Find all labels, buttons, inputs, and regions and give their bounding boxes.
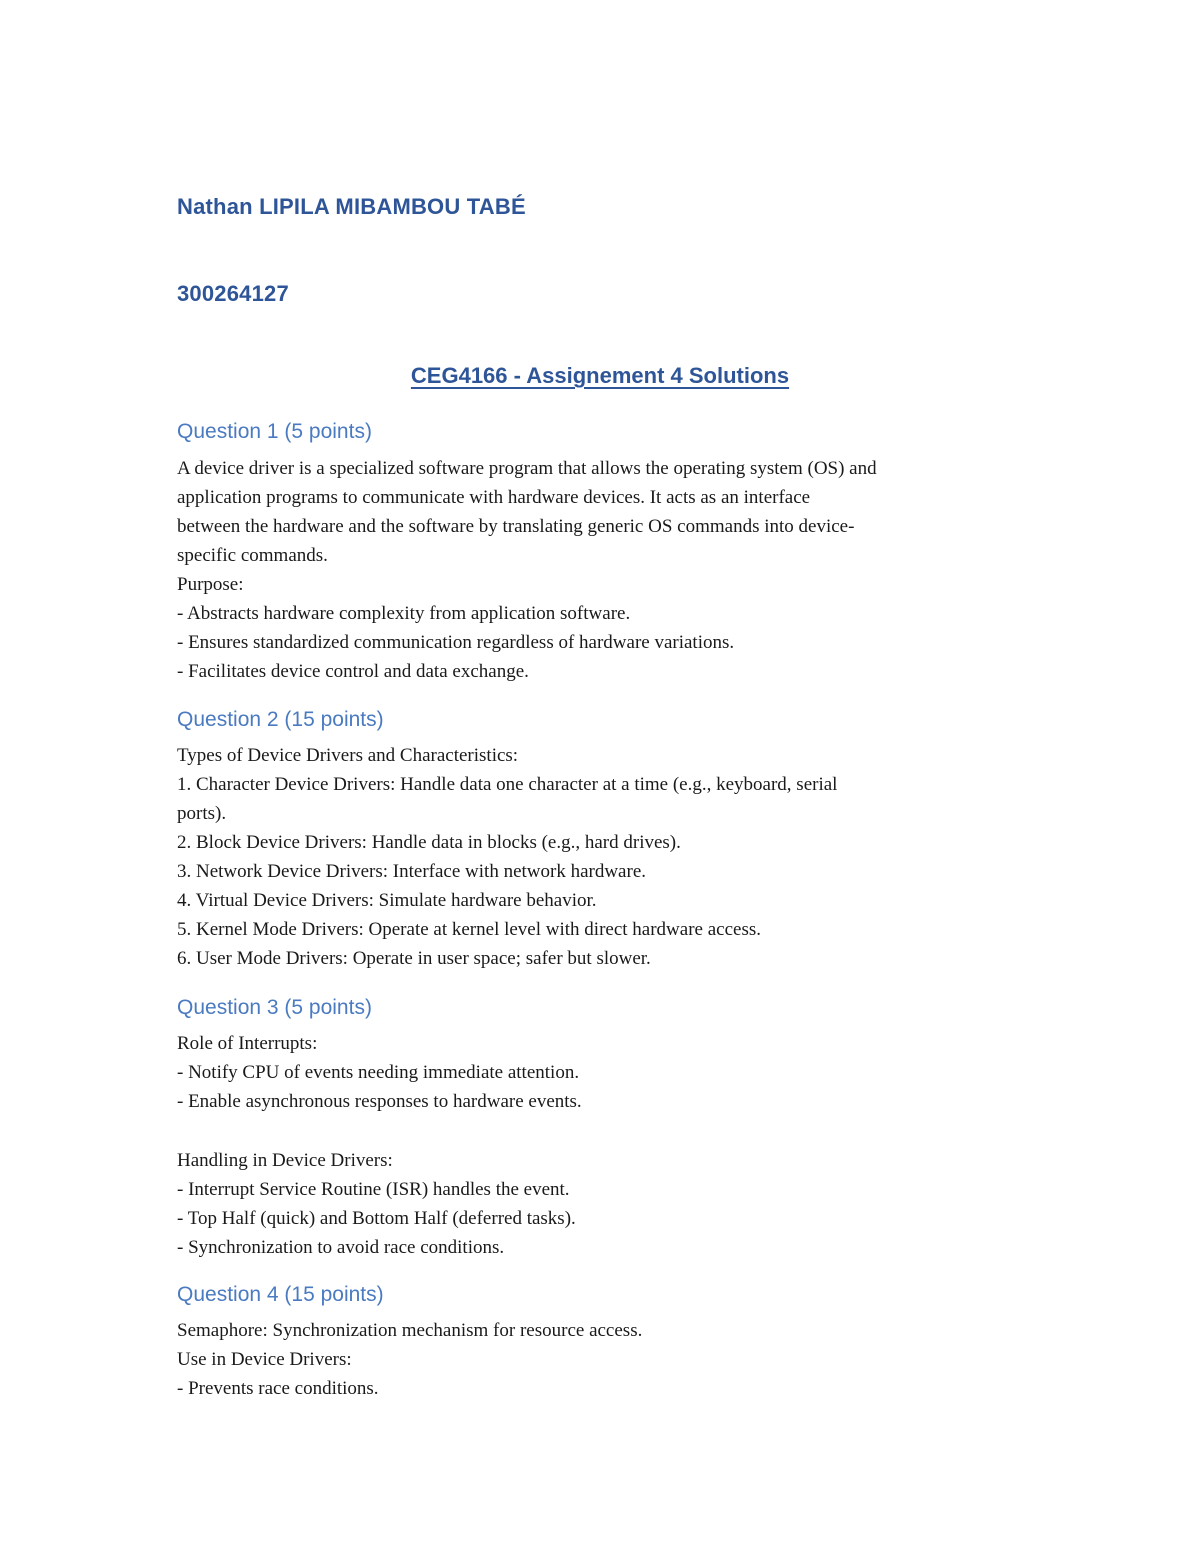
list-item: - Interrupt Service Routine (ISR) handles the event. [177,1179,570,1200]
paragraph-line: A device driver is a specialized software program that allows the operating system (OS) and [177,458,877,479]
list-item: - Facilitates device control and data exchange. [177,661,529,682]
list-item: - Notify CPU of events needing immediate attention. [177,1062,580,1083]
list-item: - Ensures standardized communication regardless of hardware variations. [177,632,735,653]
question-4-heading: Question 4 (15 points) [177,1283,384,1306]
question-1-heading: Question 1 (5 points) [177,420,372,443]
list-item: - Synchronization to avoid race conditions. [177,1237,505,1258]
paragraph-line: Purpose: [177,574,244,595]
question-3-heading: Question 3 (5 points) [177,996,372,1019]
list-item: 3. Network Device Drivers: Interface with network hardware. [177,861,646,882]
list-item: 1. Character Device Drivers: Handle data one character at a time (e.g., keyboard, serial [177,774,838,795]
document-title-text: CEG4166 - Assignement 4 Solutions [410,363,790,388]
list-item: - Abstracts hardware complexity from application software. [177,603,631,624]
list-item: ports). [177,803,227,824]
paragraph-line: specific commands. [177,545,328,566]
list-item: 4. Virtual Device Drivers: Simulate hardware behavior. [177,890,597,911]
question-1-body [177,454,877,686]
list-item: - Top Half (quick) and Bottom Half (deferred tasks). [177,1208,576,1229]
paragraph-line: application programs to communicate with hardware devices. It acts as an interface [177,487,811,508]
question-3-body-b [177,1146,576,1262]
author-name: Nathan LIPILA MIBAMBOU TABÉ [177,194,526,219]
question-4-body [177,1316,642,1403]
list-item: 5. Kernel Mode Drivers: Operate at kernel level with direct hardware access. [177,919,761,940]
document-title [0,363,1200,389]
list-item: - Enable asynchronous responses to hardware events. [177,1091,582,1112]
paragraph-line: Handling in Device Drivers: [177,1150,393,1171]
list-item: - Prevents race conditions. [177,1378,379,1399]
question-3-body-a [177,1029,582,1116]
paragraph-line: Use in Device Drivers: [177,1349,352,1370]
list-item: 6. User Mode Drivers: Operate in user space; safer but slower. [177,948,651,969]
paragraph-line: between the hardware and the software by translating generic OS commands into device- [177,516,855,537]
list-item: 2. Block Device Drivers: Handle data in blocks (e.g., hard drives). [177,832,681,853]
question-2-body [177,741,837,973]
question-2-heading: Question 2 (15 points) [177,708,384,731]
paragraph-line: Role of Interrupts: [177,1033,318,1054]
paragraph-line: Semaphore: Synchronization mechanism for resource access. [177,1320,643,1341]
student-id: 300264127 [177,281,289,306]
paragraph-line: Types of Device Drivers and Characteristics: [177,745,519,766]
